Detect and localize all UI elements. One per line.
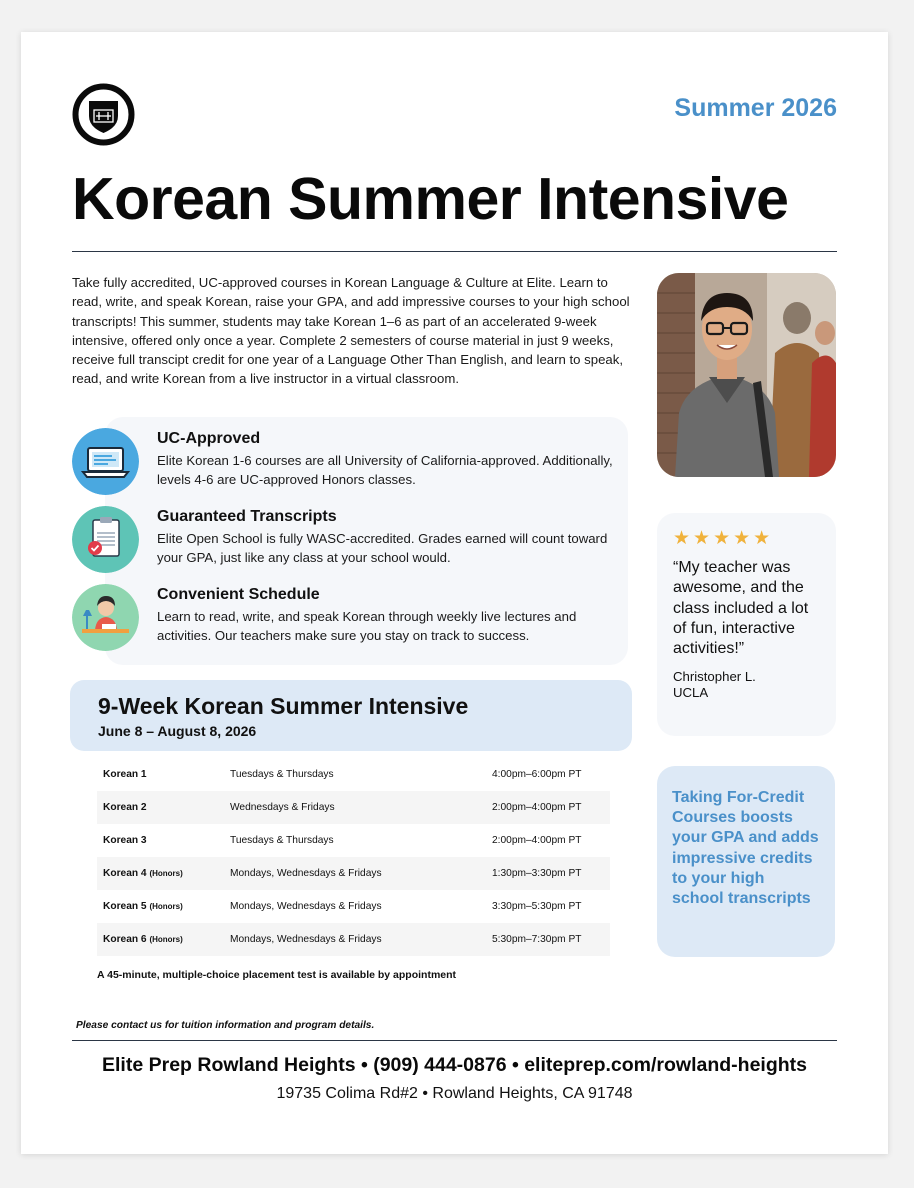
gpa-clipboard-icon xyxy=(72,506,139,573)
course-name: Korean 2 xyxy=(103,802,147,813)
student-desk-icon xyxy=(72,584,139,651)
footer-divider xyxy=(72,1040,837,1041)
feature-description: Elite Open School is fully WASC-accredited. Grades earned will count toward your GPA, just like any class at your school would. xyxy=(157,531,608,566)
course-time: 4:00pm–6:00pm PT xyxy=(492,769,582,780)
rating-stars-icon: ★★★★★ xyxy=(673,528,774,549)
course-name: Korean 4 xyxy=(103,868,147,879)
footer-contact-line: Elite Prep Rowland Heights • (909) 444-0876 • eliteprep.com/rowland-heights xyxy=(102,1054,807,1076)
table-row xyxy=(97,791,610,824)
table-row xyxy=(97,758,610,791)
course-tag: (Honors) xyxy=(149,902,183,911)
course-time: 1:30pm–3:30pm PT xyxy=(492,868,582,879)
course-days: Mondays, Wednesdays & Fridays xyxy=(230,901,382,912)
course-name: Korean 1 xyxy=(103,769,147,780)
table-row xyxy=(97,890,610,923)
table-row xyxy=(97,857,610,890)
intro-paragraph: Take fully accredited, UC-approved courses in Korean Language & Culture at Elite. Learn to read, write, and speak Korean, raise your GPA, and add impressive courses to your high school transcripts! This summer, students may take Korean 1–6 as part of an accelerated 9-week intensive, offered only once a year. Complete 2 semesters of course material in just 9 weeks, receive full transcipt credit for one year of a Language Other Than English, and learn to speak, read, and write Korean from a live instructor in a virtual classroom. xyxy=(72,275,630,387)
testimonial-author: Christopher L. xyxy=(673,669,756,685)
course-time: 3:30pm–5:30pm PT xyxy=(492,901,582,912)
table-row xyxy=(97,923,610,956)
testimonial-card xyxy=(657,513,836,736)
promo-callout: Taking For-Credit Courses boosts your GPA and adds impressive credits to your high school transcripts xyxy=(657,766,835,957)
course-name: Korean 5 xyxy=(103,901,147,912)
course-days: Mondays, Wednesdays & Fridays xyxy=(230,934,382,945)
laptop-icon xyxy=(72,428,139,495)
course-days: Wednesdays & Fridays xyxy=(230,802,335,813)
course-days: Tuesdays & Thursdays xyxy=(230,769,334,780)
contact-note: Please contact us for tuition information and program details. xyxy=(76,1020,375,1031)
course-time: 5:30pm–7:30pm PT xyxy=(492,934,582,945)
feature-title: Guaranteed Transcripts xyxy=(157,508,337,525)
course-tag: (Honors) xyxy=(149,869,183,878)
shield-logo-icon xyxy=(72,83,135,146)
course-name: Korean 3 xyxy=(103,835,147,846)
feature-description: Learn to read, write, and speak Korean through weekly live lectures and activities. Our teachers make sure you stay on track to success. xyxy=(157,609,577,644)
schedule-header xyxy=(70,680,632,751)
testimonial-school: UCLA xyxy=(673,685,709,701)
student-photo xyxy=(657,273,836,477)
feature-title: UC-Approved xyxy=(157,430,261,447)
course-days: Mondays, Wednesdays & Fridays xyxy=(230,868,382,879)
schedule-table xyxy=(97,758,610,956)
header-divider xyxy=(72,251,837,252)
season-label: Summer 2026 xyxy=(674,94,837,122)
course-time: 2:00pm–4:00pm PT xyxy=(492,802,582,813)
flyer-page xyxy=(21,32,888,1154)
schedule-title: 9-Week Korean Summer Intensive xyxy=(98,693,469,719)
course-time: 2:00pm–4:00pm PT xyxy=(492,835,582,846)
course-tag: (Honors) xyxy=(149,935,183,944)
testimonial-quote: “My teacher was awesome, and the class included a lot of fun, interactive activities!” xyxy=(673,559,809,658)
feature-title: Convenient Schedule xyxy=(157,586,320,603)
placement-test-note: A 45-minute, multiple-choice placement test is available by appointment xyxy=(97,969,457,981)
feature-description: Elite Korean 1-6 courses are all University of California-approved. Additionally, levels 4-6 are UC-approved Honors classes. xyxy=(157,453,613,488)
page-title: Korean Summer Intensive xyxy=(72,166,789,232)
footer-address: 19735 Colima Rd#2 • Rowland Heights, CA 91748 xyxy=(276,1085,633,1102)
course-days: Tuesdays & Thursdays xyxy=(230,835,334,846)
schedule-dates: June 8 – August 8, 2026 xyxy=(98,723,257,739)
course-name: Korean 6 xyxy=(103,934,147,945)
table-row xyxy=(97,824,610,857)
